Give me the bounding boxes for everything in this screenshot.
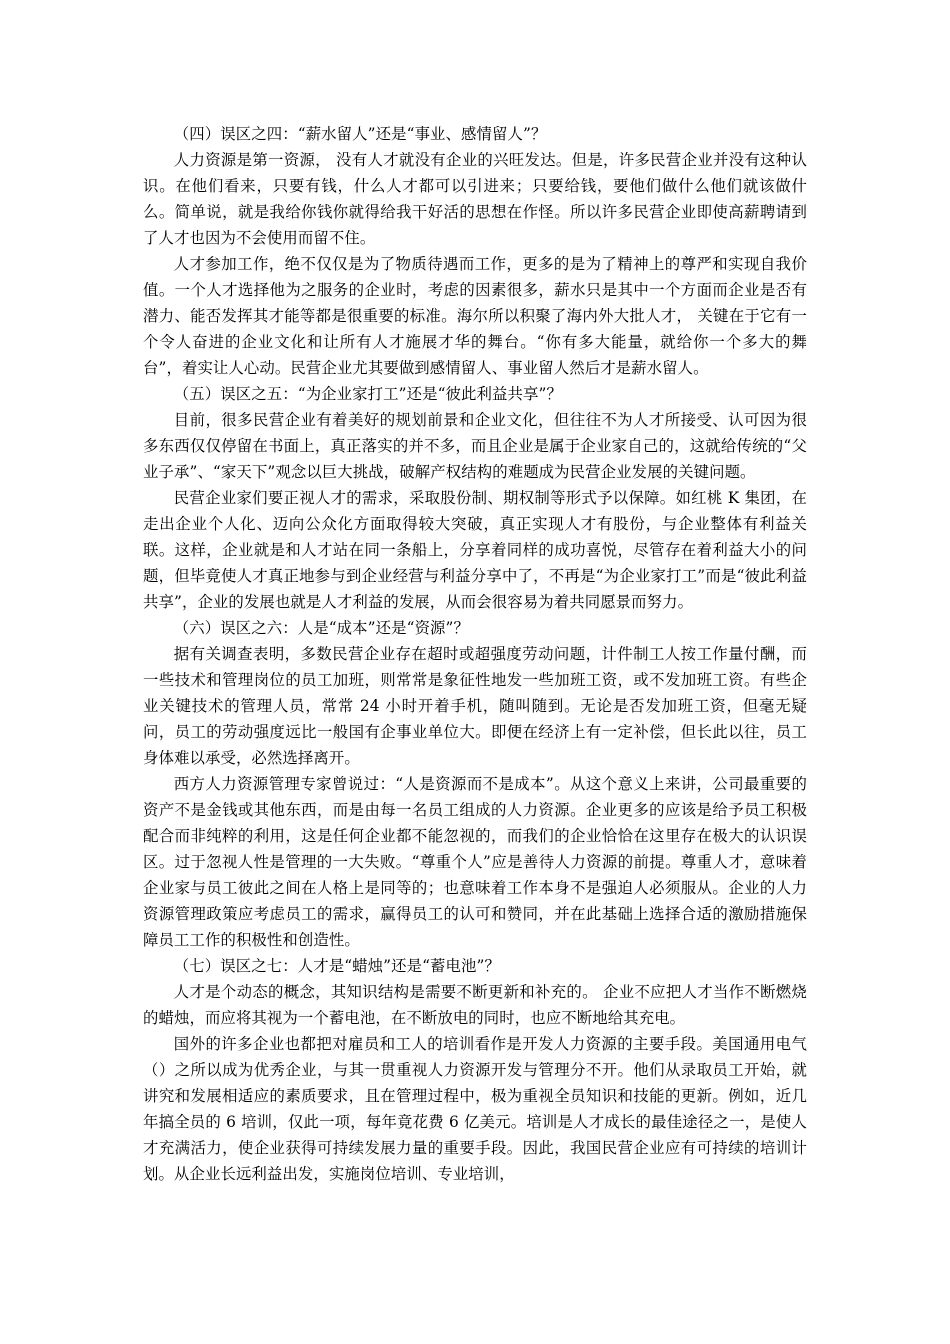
- body-paragraph: 西方人力资源管理专家曾说过：“人是资源而不是成本”。从这个意义上来讲，公司最重要的资产不是金钱或其他东西，而是由每一名员工组成的人力资源。企业更多的应该是给予员工积极配合而非纯粹的利用，这是任何企业都不能忽视的，而我们的企业恰恰在这里存在极大的认识误区。过于忽视人性是管理的一大失败。“尊重个人”应是善待人力资源的前提。尊重人才，意味着企业家与员工彼此之间在人格上是同等的；也意味着工作本身不是强迫人必须服从。企业的人力资源管理政策应考虑员工的需求，赢得员工的认可和赞同，并在此基础上选择合适的激励措施保障员工工作的积极性和创造性。: [143, 775, 807, 949]
- section-heading-7: （七）误区之七：人才是“蜡烛”还是“蓄电池”？: [173, 957, 500, 975]
- body-paragraph: 人才参加工作，绝不仅仅是为了物质待遇而工作，更多的是为了精神上的尊严和实现自我价值。一个人才选择他为之服务的企业时，考虑的因素很多，薪水只是其中一个方面而企业是否有潜力、能否发挥其才能等都是很重要的标准。海尔所以积聚了海内外大批人才， 关键在于它有一个令人奋进的企业文化和让所有人才施展才华的舞台。“你有多大能量，就给你一个多大的舞台”，着实让人心动。民营企业尤其要做到感情留人、事业留人然后才是薪水留人。: [143, 255, 807, 377]
- body-paragraph: 据有关调查表明，多数民营企业存在超时或超强度劳动问题，计件制工人按工作量付酬，而一些技术和管理岗位的员工加班，则常常是象征性地发一些加班工资，或不发加班工资。有些企业关键技术的管理人员，常常 24 小时开着手机，随叫随到。无论是否发加班工资，但毫无疑问，员工的劳动强度远比一般国有企事业单位大。即便在经济上有一定补偿，但长此以往，员工身体难以承受，必然选择离开。: [143, 645, 807, 767]
- document-page: [143, 121, 807, 1187]
- section-heading-6: （六）误区之六：人是“成本”还是“资源”？: [173, 619, 470, 637]
- body-paragraph: 人才是个动态的概念，其知识结构是需要不断更新和补充的。 企业不应把人才当作不断燃烧的蜡烛，而应将其视为一个蓄电池，在不断放电的同时，也应不断地给其充电。: [143, 983, 807, 1027]
- body-paragraph: 民营企业家们要正视人才的需求，采取股份制、期权制等形式予以保障。如红桃 K 集团，在走出企业个人化、迈向公众化方面取得较大突破，真正实现人才有股份，与企业整体有利益关联。这样，企业就是和人才站在同一条船上，分享着同样的成功喜悦，尽管存在着利益大小的问题，但毕竟使人才真正地参与到企业经营与利益分享中了，不再是“为企业家打工”而是“彼此利益共享”，企业的发展也就是人才利益的发展，从而会很容易为着共同愿景而努力。: [143, 489, 807, 611]
- section-heading-5: （五）误区之五：“为企业家打工”还是“彼此利益共享”？: [173, 385, 562, 403]
- body-paragraph: 人力资源是第一资源， 没有人才就没有企业的兴旺发达。但是，许多民营企业并没有这种认识。在他们看来，只要有钱，什么人才都可以引进来；只要给钱，要他们做什么他们就该做什么。简单说，就是我给你钱你就得给我干好活的思想在作怪。所以许多民营企业即使高薪聘请到了人才也因为不会使用而留不住。: [143, 151, 807, 247]
- body-paragraph: 目前，很多民营企业有着美好的规划前景和企业文化，但往往不为人才所接受、认可因为很多东西仅仅停留在书面上，真正落实的并不多，而且企业是属于企业家自己的，这就给传统的“父业子承”、“家天下”观念以巨大挑战，破解产权结构的难题成为民营企业发展的关键问题。: [143, 411, 807, 481]
- section-heading-4: （四）误区之四：“薪水留人”还是“事业、感情留人”？: [173, 125, 547, 143]
- body-paragraph: 国外的许多企业也都把对雇员和工人的培训看作是开发人力资源的主要手段。美国通用电气（）之所以成为优秀企业，与其一贯重视人力资源开发与管理分不开。他们从录取员工开始，就讲究和发展相适应的素质要求，且在管理过程中，极为重视全员知识和技能的更新。例如，近几年搞全员的 6 培训，仅此一项，每年竟花费 6 亿美元。培训是人才成长的最佳途径之一，是使人才充满活力，使企业获得可持续发展力量的重要手段。因此，我国民营企业应有可持续的培训计划。从企业长远利益出发，实施岗位培训、专业培训，: [143, 1035, 807, 1183]
